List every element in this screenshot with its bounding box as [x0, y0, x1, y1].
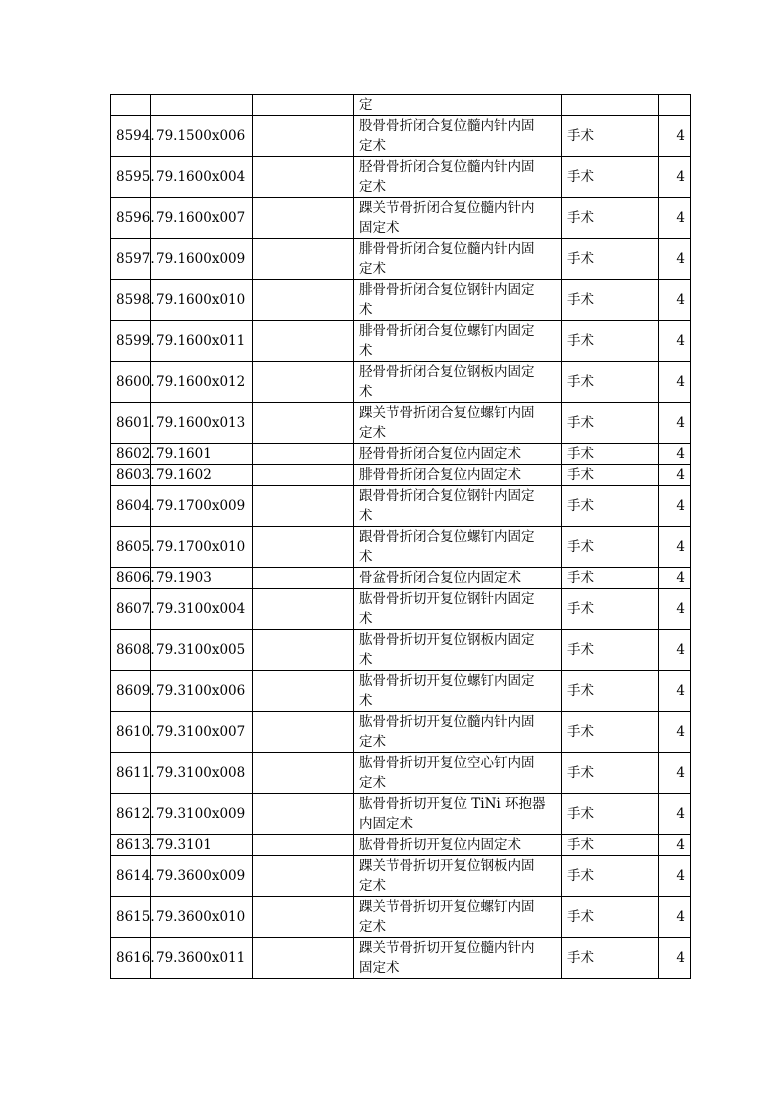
procedure-name-line: 跟骨骨折闭合复位螺钉内固定: [359, 529, 535, 545]
table-row: [111, 527, 691, 568]
procedure-code: 79.1700x010: [151, 527, 253, 568]
procedure-category: 手术: [562, 897, 659, 938]
procedure-name-line: 腓骨骨折闭合复位钢针内固定: [359, 282, 535, 298]
procedure-code: 79.1600x012: [151, 362, 253, 403]
row-number: 8595.: [111, 157, 151, 198]
procedure-level: 4: [659, 465, 691, 486]
table-row: [111, 444, 691, 465]
procedure-name-line: 定术: [359, 734, 386, 750]
procedure-name-line: 骨盆骨折闭合复位内固定术: [359, 570, 521, 586]
procedure-category: 手术: [562, 157, 659, 198]
procedure-code: 79.3600x010: [151, 897, 253, 938]
procedure-code: [151, 95, 253, 116]
procedure-name-line: 踝关节骨折闭合复位螺钉内固: [359, 405, 535, 421]
procedure-level: 4: [659, 794, 691, 835]
row-number: 8608.: [111, 630, 151, 671]
row-number: 8603.: [111, 465, 151, 486]
procedure-name-line: 肱骨骨折切开复位内固定术: [359, 837, 521, 853]
procedure-name-line: 踝关节骨折切开复位螺钉内固: [359, 899, 535, 915]
procedure-level: 4: [659, 444, 691, 465]
extra-cell: [253, 321, 354, 362]
table-row: [111, 403, 691, 444]
procedure-category: 手术: [562, 403, 659, 444]
procedure-level: 4: [659, 116, 691, 157]
procedure-name: [354, 321, 562, 362]
procedure-name-line: 内固定术: [359, 816, 413, 832]
procedure-code: 79.1600x009: [151, 239, 253, 280]
procedure-code: 79.3100x004: [151, 589, 253, 630]
row-number: 8602.: [111, 444, 151, 465]
procedure-name-line: 定术: [359, 138, 386, 154]
procedure-code: 79.3100x008: [151, 753, 253, 794]
procedure-name-line: 定术: [359, 179, 386, 195]
procedure-name-line: 胫骨骨折闭合复位内固定术: [359, 446, 521, 462]
procedure-category: 手术: [562, 568, 659, 589]
procedure-name: [354, 95, 562, 116]
row-number: 8601.: [111, 403, 151, 444]
procedure-name: [354, 465, 562, 486]
procedure-name-line: 腓骨骨折闭合复位髓内针内固: [359, 241, 535, 257]
procedure-category: 手术: [562, 753, 659, 794]
procedure-name-line: 肱骨骨折切开复位 TiNi 环抱器: [359, 796, 546, 812]
row-number: 8597.: [111, 239, 151, 280]
table-row: [111, 198, 691, 239]
row-number: 8609.: [111, 671, 151, 712]
procedure-name-line: 术: [359, 343, 373, 359]
procedure-name-line: 定: [359, 97, 373, 113]
row-number: 8596.: [111, 198, 151, 239]
procedure-name: [354, 239, 562, 280]
extra-cell: [253, 486, 354, 527]
row-number: 8614.: [111, 856, 151, 897]
row-number: 8604.: [111, 486, 151, 527]
procedure-category: 手术: [562, 198, 659, 239]
extra-cell: [253, 856, 354, 897]
procedure-level: 4: [659, 280, 691, 321]
procedure-name-line: 肱骨骨折切开复位空心钉内固: [359, 755, 535, 771]
extra-cell: [253, 630, 354, 671]
procedure-name: [354, 116, 562, 157]
extra-cell: [253, 465, 354, 486]
procedure-name: [354, 280, 562, 321]
procedure-name-line: 定术: [359, 919, 386, 935]
procedure-level: 4: [659, 938, 691, 979]
procedure-code: 79.1600x013: [151, 403, 253, 444]
procedure-name-line: 胫骨骨折闭合复位髓内针内固: [359, 159, 535, 175]
procedure-name-line: 术: [359, 693, 373, 709]
procedure-name: [354, 362, 562, 403]
extra-cell: [253, 589, 354, 630]
procedure-code: 79.1903: [151, 568, 253, 589]
procedure-category: 手术: [562, 239, 659, 280]
procedure-name-line: 术: [359, 549, 373, 565]
extra-cell: [253, 403, 354, 444]
procedure-category: 手术: [562, 486, 659, 527]
extra-cell: [253, 897, 354, 938]
procedure-name-line: 股骨骨折闭合复位髓内针内固: [359, 118, 535, 134]
procedure-code: 79.1600x004: [151, 157, 253, 198]
procedure-level: 4: [659, 712, 691, 753]
procedure-category: 手术: [562, 630, 659, 671]
table-row: [111, 712, 691, 753]
table-row: [111, 116, 691, 157]
table-row: [111, 568, 691, 589]
procedure-category: 手术: [562, 835, 659, 856]
table-row: [111, 938, 691, 979]
procedure-code: 79.3100x005: [151, 630, 253, 671]
procedure-table: [110, 94, 691, 979]
procedure-category: 手术: [562, 362, 659, 403]
row-number: 8605.: [111, 527, 151, 568]
procedure-level: 4: [659, 362, 691, 403]
procedure-name: [354, 527, 562, 568]
procedure-name-line: 术: [359, 302, 373, 318]
procedure-level: 4: [659, 198, 691, 239]
procedure-name: [354, 568, 562, 589]
extra-cell: [253, 116, 354, 157]
extra-cell: [253, 444, 354, 465]
procedure-level: 4: [659, 321, 691, 362]
table-row: [111, 835, 691, 856]
table-row: [111, 753, 691, 794]
procedure-category: 手术: [562, 116, 659, 157]
procedure-level: 4: [659, 157, 691, 198]
extra-cell: [253, 712, 354, 753]
procedure-code: 79.1601: [151, 444, 253, 465]
procedure-name-line: 腓骨骨折闭合复位螺钉内固定: [359, 323, 535, 339]
procedure-code: 79.3101: [151, 835, 253, 856]
procedure-level: [659, 95, 691, 116]
extra-cell: [253, 198, 354, 239]
procedure-level: 4: [659, 835, 691, 856]
procedure-level: 4: [659, 753, 691, 794]
procedure-level: 4: [659, 527, 691, 568]
extra-cell: [253, 938, 354, 979]
procedure-name-line: 腓骨骨折闭合复位内固定术: [359, 467, 521, 483]
table-row: [111, 486, 691, 527]
procedure-name-line: 胫骨骨折闭合复位钢板内固定: [359, 364, 535, 380]
row-number: 8600.: [111, 362, 151, 403]
row-number: 8594.: [111, 116, 151, 157]
procedure-category: 手术: [562, 444, 659, 465]
procedure-table-body: [111, 95, 691, 979]
row-number: 8607.: [111, 589, 151, 630]
procedure-level: 4: [659, 486, 691, 527]
procedure-category: 手术: [562, 321, 659, 362]
procedure-category: 手术: [562, 527, 659, 568]
row-number: 8611.: [111, 753, 151, 794]
extra-cell: [253, 527, 354, 568]
extra-cell: [253, 794, 354, 835]
procedure-name: [354, 157, 562, 198]
procedure-name-line: 肱骨骨折切开复位髓内针内固: [359, 714, 535, 730]
table-row: [111, 239, 691, 280]
procedure-name-line: 肱骨骨折切开复位钢针内固定: [359, 591, 535, 607]
row-number: 8613.: [111, 835, 151, 856]
procedure-category: 手术: [562, 712, 659, 753]
extra-cell: [253, 95, 354, 116]
procedure-category: 手术: [562, 280, 659, 321]
extra-cell: [253, 239, 354, 280]
row-number: 8606.: [111, 568, 151, 589]
table-row: [111, 280, 691, 321]
procedure-name: [354, 589, 562, 630]
procedure-name: [354, 794, 562, 835]
row-number: [111, 95, 151, 116]
table-row: [111, 95, 691, 116]
procedure-name: [354, 753, 562, 794]
procedure-name: [354, 630, 562, 671]
procedure-category: [562, 95, 659, 116]
table-row: [111, 630, 691, 671]
procedure-name-line: 踝关节骨折切开复位髓内针内: [359, 940, 535, 956]
procedure-level: 4: [659, 403, 691, 444]
procedure-category: 手术: [562, 465, 659, 486]
procedure-code: 79.1500x006: [151, 116, 253, 157]
procedure-code: 79.1600x011: [151, 321, 253, 362]
procedure-code: 79.1600x007: [151, 198, 253, 239]
procedure-name: [354, 897, 562, 938]
procedure-code: 79.1600x010: [151, 280, 253, 321]
extra-cell: [253, 671, 354, 712]
procedure-category: 手术: [562, 794, 659, 835]
row-number: 8598.: [111, 280, 151, 321]
procedure-name-line: 定术: [359, 261, 386, 277]
extra-cell: [253, 835, 354, 856]
procedure-name: [354, 856, 562, 897]
row-number: 8615.: [111, 897, 151, 938]
procedure-level: 4: [659, 239, 691, 280]
row-number: 8610.: [111, 712, 151, 753]
procedure-code: 79.3100x007: [151, 712, 253, 753]
row-number: 8612.: [111, 794, 151, 835]
table-row: [111, 157, 691, 198]
procedure-name: [354, 486, 562, 527]
table-row: [111, 794, 691, 835]
extra-cell: [253, 568, 354, 589]
procedure-name: [354, 671, 562, 712]
procedure-name-line: 术: [359, 508, 373, 524]
procedure-level: 4: [659, 897, 691, 938]
procedure-code: 79.3100x006: [151, 671, 253, 712]
procedure-level: 4: [659, 589, 691, 630]
procedure-name-line: 定术: [359, 878, 386, 894]
procedure-name: [354, 835, 562, 856]
table-row: [111, 362, 691, 403]
procedure-level: 4: [659, 671, 691, 712]
procedure-name-line: 定术: [359, 425, 386, 441]
procedure-name-line: 跟骨骨折闭合复位钢针内固定: [359, 488, 535, 504]
procedure-name-line: 术: [359, 611, 373, 627]
procedure-category: 手术: [562, 589, 659, 630]
procedure-level: 4: [659, 568, 691, 589]
table-row: [111, 589, 691, 630]
procedure-category: 手术: [562, 856, 659, 897]
row-number: 8599.: [111, 321, 151, 362]
procedure-name: [354, 403, 562, 444]
procedure-name: [354, 444, 562, 465]
procedure-name: [354, 712, 562, 753]
procedure-name: [354, 938, 562, 979]
procedure-code: 79.1602: [151, 465, 253, 486]
procedure-name-line: 术: [359, 652, 373, 668]
table-row: [111, 671, 691, 712]
procedure-level: 4: [659, 630, 691, 671]
row-number: 8616.: [111, 938, 151, 979]
procedure-code: 79.3100x009: [151, 794, 253, 835]
procedure-name-line: 踝关节骨折切开复位钢板内固: [359, 858, 535, 874]
procedure-category: 手术: [562, 671, 659, 712]
procedure-code: 79.3600x011: [151, 938, 253, 979]
procedure-name: [354, 198, 562, 239]
extra-cell: [253, 362, 354, 403]
procedure-code: 79.3600x009: [151, 856, 253, 897]
procedure-name-line: 固定术: [359, 220, 400, 236]
procedure-level: 4: [659, 856, 691, 897]
table-row: [111, 856, 691, 897]
procedure-name-line: 定术: [359, 775, 386, 791]
extra-cell: [253, 157, 354, 198]
extra-cell: [253, 280, 354, 321]
procedure-name-line: 固定术: [359, 960, 400, 976]
procedure-name-line: 肱骨骨折切开复位钢板内固定: [359, 632, 535, 648]
table-row: [111, 897, 691, 938]
procedure-category: 手术: [562, 938, 659, 979]
procedure-name-line: 踝关节骨折闭合复位髓内针内: [359, 200, 535, 216]
procedure-code: 79.1700x009: [151, 486, 253, 527]
procedure-name-line: 肱骨骨折切开复位螺钉内固定: [359, 673, 535, 689]
table-row: [111, 321, 691, 362]
extra-cell: [253, 753, 354, 794]
procedure-name-line: 术: [359, 384, 373, 400]
table-row: [111, 465, 691, 486]
